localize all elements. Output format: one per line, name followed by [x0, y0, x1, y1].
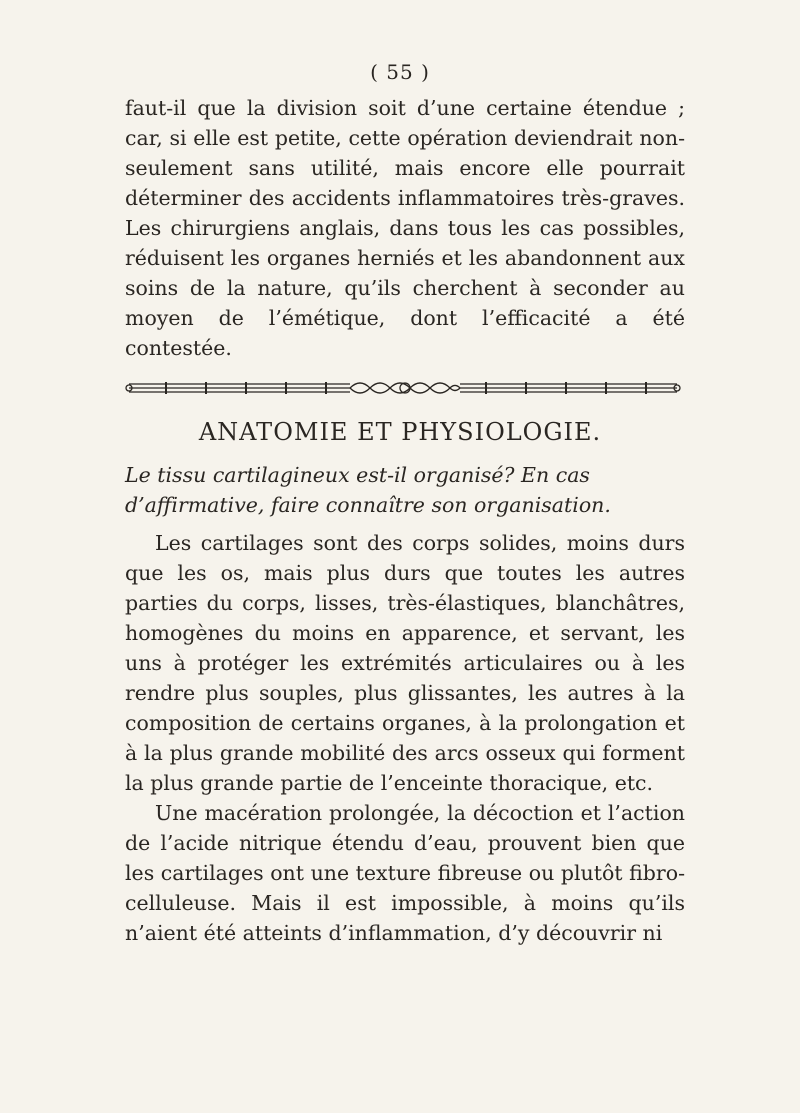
paragraph-1 [125, 93, 685, 363]
ornamental-divider [125, 377, 685, 399]
page-number: ( 55 ) [370, 60, 430, 84]
paragraph-1-text: faut-il que la division soit d’une certaine étendue ; car, si elle est petite, cette opération deviendrait non-seulement sans utilité, mais encore elle pourrait déterminer des accidents inflammatoires très-graves. Les chirurgiens anglais, dans tous les cas possibles, réduisent les organes herniés et les abandonnent aux soins de la nature, qu’ils cherchent à seconder au moyen de l’émétique, dont l’efficacité a été contestée. [125, 96, 685, 360]
question-heading: Le tissu cartilagineux est-il organisé? En cas d’affirmative, faire connaître son organisation. [125, 463, 611, 517]
paragraph-2: Les cartilages sont des corps solides, moins durs que les os, mais plus durs que toutes les autres parties du corps, lisses, très-élastiques, blanchâtres, homogènes du moins en apparence, et servant, les uns à protéger les extrémités articulaires ou à les rendre plus souples, plus glissantes, les autres à la composition de certains organes, à la prolongation et à la plus grande mobilité des arcs osseux qui forment la plus grande partie de l’enceinte thoracique, etc. [125, 531, 685, 795]
body-text [125, 528, 685, 948]
section-title: ANATOMIE ET PHYSIOLOGIE. [198, 418, 602, 446]
paragraph-3: Une macération prolongée, la décoction et l’action de l’acide nitrique étendu d’eau, prouvent bien que les cartilages ont une texture fibreuse ou plutôt fibro-celluleuse. Mais il est impossible, à moins qu’ils n’aient été atteints d’inflammation, d’y découvrir ni [125, 801, 685, 945]
